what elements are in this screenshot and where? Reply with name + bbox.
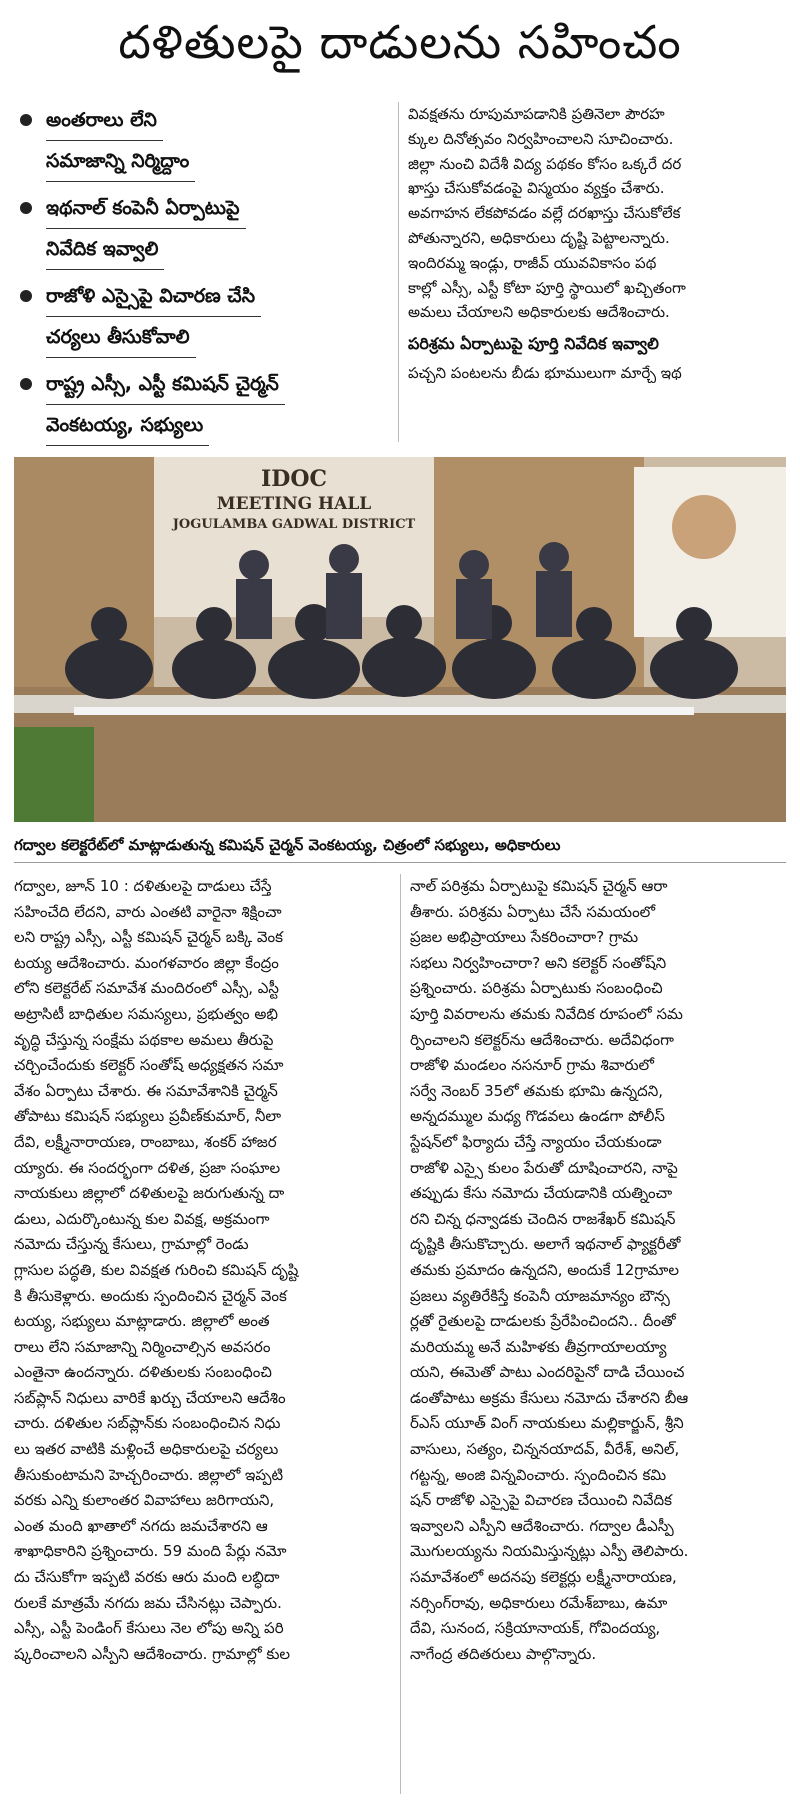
text-line: టయ్య ఆదేశించారు. మంగళవారం జిల్లా కేంద్రం [14,953,279,972]
text-line: లు ఇతర వాటికి మళ్లించే అధికారులపై చర్యలు [14,1440,279,1459]
text-line: దు చేసుకోగా ఇప్పటి వరకు ఆరు మంది లబ్ధిదా [14,1568,280,1587]
column-divider [400,874,401,1794]
text-line: శాఖాధికారిని ప్రశ్నించారు. 59 మంది పేర్లు నమో [14,1542,287,1561]
text-line: లని రాష్ట్ర ఎస్సీ, ఎస్టీ కమిషన్ చైర్మన్ బక్కి వెంక [14,928,283,947]
text-line: తీసుకుంటామని హెచ్చరించారు. జిల్లాలో ఇప్పటి [14,1465,284,1484]
bullet-line: అంతరాలు లేని [46,100,163,141]
text-line: వృద్ధి చేస్తున్న సంక్షేమ పథకాల అమలు తీరుపై [14,1030,274,1049]
text-line: సహించేది లేదని, వారు ఎంతటి వారైనా శిక్షించా [14,902,282,921]
text-line: రులకే మాత్రమే నగదు జమ చేసినట్లు చెప్పారు. [14,1593,282,1612]
bullet-dot-icon [20,202,32,214]
text-line: కి తీసుకెళ్లారు. అందుకు స్పందించిన చైర్మన్ వెంక [14,1286,287,1305]
text-line: సబ్‌ప్లాన్ నిధులు వారికే ఖర్చు చేయాలని ఆదేశిం [14,1388,286,1407]
text-line: డులు, ఎదుర్కొంటున్న కుల వివక్ష, అక్రమంగా [14,1209,270,1228]
text-line: అట్రాసిటీ బాధితుల సమస్యలు, ప్రభుత్వం అభి [14,1004,278,1023]
text-line: లోని కలెక్టరేట్ సమావేశ మందిరంలో ఎస్సీ, ఎస్టీ [14,979,279,998]
text-line: వేశం ఏర్పాటు చేశారు. ఈ సమావేశానికి చైర్మన్ [14,1081,278,1100]
text-line: ఎస్సీ, ఎస్టీ పెండింగ్ కేసులు నెల లోపు అన్ని పరి [14,1619,284,1638]
text-line: ఇవ్వాలని ఎస్పీని ఆదేశించారు. గద్వాల డీఎస్పీ [410,1516,674,1535]
text-line: సమావేశంలో అదనపు కలెక్టర్లు లక్ష్మీనారాయణ, [410,1568,677,1587]
bullet-line: సమాజాన్ని నిర్మిద్దాం [46,141,195,182]
text-line: దృష్టికి తీసుకొచ్చారు. అలాగే ఇథనాల్ ఫ్యాక్టరీతో [410,1235,681,1254]
text-line: గట్టన్న, అంజి విన్నవించారు. స్పందించిన కమి [410,1465,667,1484]
bullet-dot-icon [20,290,32,302]
sign-title: IDOC [260,466,328,492]
text-line: ఖాస్తు చేసుకోవడంపై విస్మయం వ్యక్తం చేశారు. [408,179,665,198]
text-line: టయ్య, సభ్యులు మాట్లాడారు. జిల్లాలో అంత [14,1312,270,1331]
subheading: పరిశ్రమ ఏర్పాటుపై పూర్తి నివేదిక ఇవ్వాలి [408,334,659,354]
text-line: అన్నదమ్ముల మధ్య గొడవలు ఉండగా పోలీస్ [410,1107,665,1126]
text-line: ప్రజల అభిప్రాయాలు సేకరించారా? గ్రామ [410,928,639,947]
text-line: నాయకులు జిల్లాలో దళితులపై జరుగుతున్న దా [14,1184,285,1203]
text-line: రాజోళి ఎస్సై కులం పేరుతో దూషించారని, నాపై [410,1158,678,1177]
bullet-line: రాజోళి ఎస్సైపై విచారణ చేసి [46,276,261,317]
text-line: మొగులయ్యను నియమిస్తున్నట్లు ఎస్పీ తెలిపారు. [410,1542,689,1561]
text-line: నర్సింగ్‌రావు, అధికారులు రమేశ్‌బాబు, ఉమా [410,1593,668,1612]
text-line: పోతున్నారని, అధికారులు దృష్టి పెట్టాలన్నారు. [408,228,670,247]
text-line: క్కుల దినోత్సవం నిర్వహించాలని సూచించారు. [408,129,674,148]
text-line: స్టేషన్‌లో ఫిర్యాదు చేస్తే న్యాయం చేయకుండా [410,1132,662,1151]
text-line: వరకు ఎన్ని కులాంతర వివాహాలు జరిగాయని, [14,1491,275,1510]
text-line: తప్పుడు కేసు నమోదు చేయడానికి యత్నించా [410,1184,673,1203]
text-line: మరియమ్మ అనే మహిళకు తీవ్రగాయాలయ్యా [410,1337,667,1356]
sign-district: JOGULAMBA GADWAL DISTRICT [172,517,416,532]
headline: దళితులపై దాడులను సహించం [118,15,682,69]
text-line: ష్కరించాలని ఎస్పీని ఆదేశించారు. గ్రామాల్లో కుల [14,1644,291,1663]
article-column-left [14,874,390,1667]
bullet-line: రాష్ట్ర ఎస్సీ, ఎస్టీ కమిషన్ చైర్మన్ [46,364,285,405]
text-line: వాసులు, సత్యం, చిన్ననయాదవ్, వీరేశ్, అనిల్, [410,1440,680,1459]
text-line: గ్లాసుల పద్ధతి, కుల వివక్షత గురించి కమిషన్ దృష్టి [14,1260,299,1279]
bullet-item [14,364,396,446]
text-line: ప్రజలు వ్యతిరేకిస్తే కంపెనీ యాజమాన్యం బౌన్స [410,1286,670,1305]
text-line: గద్వాల, జూన్ 10 : దళితులపై దాడులు చేస్తే [14,877,272,895]
text-line: ఇందిరమ్మ ఇండ్లు, రాజీవ్ యువవికాసం పథ [408,253,657,272]
text-line: ఎంత మంది ఖాతాలో నగదు జమచేశారని ఆ [14,1516,268,1535]
text-line: వివక్షతను రూపుమాపడానికి ప్రతినెలా పౌరహ [408,105,665,123]
text-line: ఎంతైనా ఉందన్నారు. దళితులకు సంబంధించి [14,1363,272,1382]
text-line: యని, ఈమెతో పాటు ఎందరిపైనో దాడి చేయించ [410,1363,685,1382]
bullet-line: నివేదిక ఇవ్వాలి [46,229,164,270]
text-line: జిల్లా నుంచి విదేశీ విద్య పథకం కోసం ఒక్కరే దర [408,154,682,173]
text-line: నాల్ పరిశ్రమ ఏర్పాటుపై కమిషన్ చైర్మన్ ఆరా [410,877,668,895]
bullet-line: చర్యలు తీసుకోవాలి [46,317,196,358]
text-line: అవగాహన లేకపోవడం వల్లే దరఖాస్తు చేసుకోలేక [408,204,681,223]
top-right-text [408,102,788,386]
bullet-item [14,276,396,358]
text-line: సర్వే నెంబర్ 35లో తమకు భూమి ఉన్నదని, [410,1081,664,1100]
bullet-dot-icon [20,114,32,126]
text-line: దేవి, లక్ష్మీనారాయణ, రాంబాబు, శంకర్ హాజర [14,1132,277,1151]
text-line: ర్లతో రైతులపై దాడులకు ప్రేరేపించిందని.. దీంతో [410,1312,676,1331]
text-line: రాలు లేని సమాజాన్ని నిర్మించాల్సిన అవసరం [14,1337,271,1356]
photo-caption: గద్వాల కలెక్టరేట్‌లో మాట్లాడుతున్న కమిషన్ చైర్మన్ వెంకటయ్య, చిత్రంలో సభ్యులు, అధికారులు [14,828,786,863]
text-line: చర్చించేందుకు కలెక్టర్ సంతోష్ అధ్యక్షతన సమా [14,1056,284,1075]
bullet-dot-icon [20,378,32,390]
text-line: రాజోళి మండలం నసనూర్ గ్రామ శివారులో [410,1056,654,1075]
text-line: ప్రశ్నించారు. పరిశ్రమ ఏర్పాటుకు సంబంధించి [410,979,663,998]
bullet-item [14,188,396,270]
highlight-bullets [14,100,396,452]
meeting-photo [14,457,786,822]
text-line: చారు. దళితుల సబ్‌ప్లాన్‌కు సంబంధించిన నిధు [14,1414,281,1433]
text-line: తమకు ప్రమాదం ఉన్నదని, అందుకే 12గ్రామాల [410,1260,679,1279]
text-line: ర్‌ఎస్ యూత్ వింగ్ నాయకులు మల్లికార్జున్, శ్రీని [410,1414,684,1433]
column-divider [398,102,399,442]
text-line: సభలు నిర్వహించారా? అని కలెక్టర్ సంతోష్‌ని [410,953,667,972]
text-line: డంతోపాటు అక్రమ కేసులు నమోదు చేశారని బీఆ [410,1388,689,1407]
text-line: య్యారు. ఈ సందర్భంగా దళిత, ప్రజా సంఘాల [14,1158,281,1177]
text-line: దేవి, సునంద, సక్రియానాయక్, గోవిందయ్య, [410,1619,661,1638]
bullet-line: వెంకటయ్య, సభ్యులు [46,405,209,446]
text-line: పచ్చని పంటలను బీడు భూములుగా మార్చే ఇథ [408,364,682,383]
text-line: ర్పించాలని కలెక్టర్‌ను ఆదేశించారు. అదేవిధంగా [410,1030,674,1049]
text-line: నమోదు చేస్తున్న కేసులు, గ్రామాల్లో రెండు [14,1235,249,1254]
text-line: పూర్తి వివరాలను తమకు నివేదిక రూపంలో సమ [410,1004,683,1023]
text-line: తోపాటు కమిషన్ సభ్యులు ప్రవీణ్‌కుమార్, నీలా [14,1107,282,1126]
text-line: తీశారు. పరిశ్రమ ఏర్పాటు చేసే సమయంలో [410,902,656,921]
text-line: షన్ రాజోళి ఎస్సైపై విచారణ చేయించి నివేదిక [410,1491,672,1510]
sign-subtitle: MEETING HALL [216,494,372,514]
text-line: అమలు చేయాలని అధికారులకు ఆదేశించారు. [408,303,670,322]
text-line: రని చిన్న ధన్వాడకు చెందిన రాజశేఖర్ కమిషన్ [410,1209,676,1228]
text-line: నాగేంద్ర తదితరులు పాల్గొన్నారు. [410,1644,597,1663]
bullet-item [14,100,396,182]
article-column-right [410,874,786,1667]
text-line: కాల్లో ఎస్సీ, ఎస్టీ కోటా పూర్తి స్థాయిలో ఖచ్చితంగా [408,278,686,297]
bullet-line: ఇథనాల్ కంపెనీ ఏర్పాటుపై [46,188,246,229]
